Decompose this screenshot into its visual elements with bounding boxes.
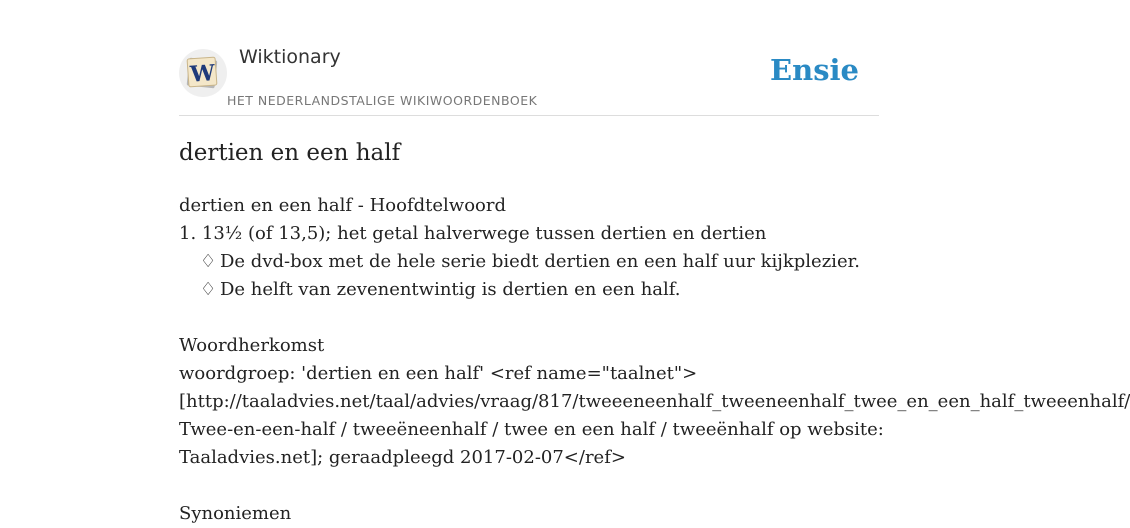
- etymology-line: Twee-en-een-half / tweeëneenhalf / twee en een half / tweeënhalf op website:: [179, 419, 884, 440]
- etymology-line: woordgroep: 'dertien en een half' <ref name="taalnet">: [179, 363, 698, 384]
- brand-name[interactable]: Wiktionary: [239, 46, 341, 68]
- spacer: [179, 472, 1024, 500]
- example-text: De helft van zevenentwintig is dertien en een half.: [220, 279, 681, 300]
- synonyms-heading: Synoniemen: [179, 503, 292, 524]
- example-sentence: [179, 276, 1024, 304]
- diamond-icon: ♢: [200, 279, 217, 300]
- ensie-logo-link[interactable]: Ensie: [770, 53, 859, 87]
- entry-content: [179, 192, 1130, 528]
- example-sentence: [179, 248, 1024, 276]
- entry-heading: dertien en een half - Hoofdtelwoord: [179, 195, 506, 216]
- definition-item: 1. 13½ (of 13,5); het getal halverwege tussen dertien en dertien: [179, 223, 767, 244]
- example-text: De dvd-box met de hele serie biedt dertien en een half uur kijkplezier.: [220, 251, 860, 272]
- svg-text:W: W: [189, 60, 216, 88]
- etymology-line: Taaladvies.net]; geraadpleegd 2017-02-07</ref>: [179, 447, 626, 468]
- etymology-line: [http://taaladvies.net/taal/advies/vraag/817/tweeeneenhalf_tweeneenhalf_twee_en_een_half_tweeenhalf/: [179, 391, 1130, 412]
- etymology-heading: Woordherkomst: [179, 335, 325, 356]
- diamond-icon: ♢: [200, 251, 217, 272]
- site-tagline: HET NEDERLANDSTALIGE WIKIWOORDENBOEK: [227, 93, 538, 108]
- wiktionary-tile-icon: [183, 53, 223, 93]
- header-divider: [179, 115, 879, 116]
- page-title: dertien en een half: [179, 140, 401, 166]
- site-header: [179, 44, 879, 116]
- wiktionary-logo[interactable]: [179, 49, 227, 97]
- spacer: [179, 304, 1024, 332]
